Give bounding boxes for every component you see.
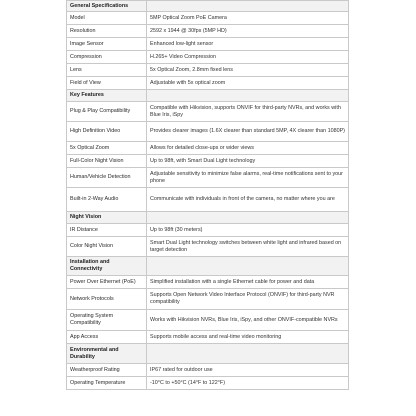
spec-row	[67, 331, 349, 344]
spec-label: Operating Temperature	[67, 377, 147, 390]
section-header-blank-cell	[147, 1, 349, 12]
section-header-row	[67, 344, 349, 364]
spec-row	[67, 38, 349, 51]
spec-row	[67, 224, 349, 237]
spec-value: H.265+ Video Compression	[147, 51, 349, 64]
section-header-blank-cell	[147, 90, 349, 102]
spec-value: Simplified installation with a single Ethernet cable for power and data	[147, 276, 349, 289]
spec-value: Enhanced low-light sensor	[147, 38, 349, 51]
spec-row	[67, 289, 349, 310]
spec-value: -10°C to +50°C (14°F to 122°F)	[147, 377, 349, 390]
spec-label: Network Protocols	[67, 289, 147, 310]
spec-value: 2592 x 1944 @ 30fps (5MP HD)	[147, 25, 349, 38]
spec-row	[67, 188, 349, 212]
spec-label: Weatherproof Rating	[67, 364, 147, 377]
spec-row	[67, 276, 349, 289]
spec-label: Built-in 2-Way Audio	[67, 188, 147, 212]
spec-row	[67, 168, 349, 188]
section-header: General Specifications	[67, 1, 147, 12]
spec-label: Model	[67, 12, 147, 25]
section-header: Night Vision	[67, 212, 147, 224]
spec-label: 5x Optical Zoom	[67, 142, 147, 155]
spec-label: Compression	[67, 51, 147, 64]
spec-label: Lens	[67, 64, 147, 77]
spec-value: Allows for detailed close-ups or wider views	[147, 142, 349, 155]
section-header-row	[67, 212, 349, 224]
spec-row	[67, 64, 349, 77]
spec-label: IR Distance	[67, 224, 147, 237]
spec-label: App Access	[67, 331, 147, 344]
spec-value: Compatible with Hikvision, supports ONVIF for third-party NVRs, and works with Blue Iris, iSpy	[147, 102, 349, 122]
spec-value: IP67 rated for outdoor use	[147, 364, 349, 377]
spec-label: Resolution	[67, 25, 147, 38]
spec-row	[67, 237, 349, 257]
spec-value: Provides clearer images (1.6X clearer than standard 5MP, 4X clearer than 1080P)	[147, 122, 349, 142]
spec-label: Field of View	[67, 77, 147, 90]
spec-table-body	[67, 1, 349, 390]
spec-label: Operating System Compatibility	[67, 310, 147, 331]
spec-row	[67, 364, 349, 377]
spec-row	[67, 310, 349, 331]
section-header-blank-cell	[147, 212, 349, 224]
spec-value: Works with Hikvision NVRs, Blue Iris, iSpy, and other ONVIF-compatible NVRs	[147, 310, 349, 331]
section-header: Installation and Connectivity	[67, 257, 147, 276]
section-header-row	[67, 1, 349, 12]
spec-value: Up to 98ft (30 meters)	[147, 224, 349, 237]
spec-row	[67, 155, 349, 168]
section-header-blank-cell	[147, 257, 349, 276]
spec-row	[67, 25, 349, 38]
spec-value: Communicate with individuals in front of the camera, no matter where you are	[147, 188, 349, 212]
spec-label: Human/Vehicle Detection	[67, 168, 147, 188]
specifications-table	[66, 0, 349, 390]
spec-table-container	[66, 0, 350, 416]
spec-row	[67, 122, 349, 142]
spec-label: Full-Color Night Vision	[67, 155, 147, 168]
section-header: Environmental and Durability	[67, 344, 147, 364]
section-header: Key Features	[67, 90, 147, 102]
spec-row	[67, 377, 349, 390]
spec-value: Up to 98ft, with Smart Dual Light technology	[147, 155, 349, 168]
spec-label: Image Sensor	[67, 38, 147, 51]
spec-row	[67, 12, 349, 25]
section-header-row	[67, 257, 349, 276]
spec-label: Color Night Vision	[67, 237, 147, 257]
spec-value: Supports mobile access and real-time video monitoring	[147, 331, 349, 344]
spec-value: 5x Optical Zoom, 2.8mm fixed lens	[147, 64, 349, 77]
spec-value: 5MP Optical Zoom PoE Camera	[147, 12, 349, 25]
section-header-row	[67, 90, 349, 102]
spec-value: Smart Dual Light technology switches between white light and infrared based on target detection	[147, 237, 349, 257]
spec-row	[67, 77, 349, 90]
spec-value: Supports Open Network Video Interface Protocol (ONVIF) for third-party NVR compatibility	[147, 289, 349, 310]
spec-label: Plug & Play Compatibility	[67, 102, 147, 122]
spec-value: Adjustable sensitivity to minimize false alarms, real-time notifications sent to your phone	[147, 168, 349, 188]
spec-label: High Definition Video	[67, 122, 147, 142]
spec-row	[67, 142, 349, 155]
spec-value: Adjustable with 5x optical zoom	[147, 77, 349, 90]
section-header-blank-cell	[147, 344, 349, 364]
spec-row	[67, 51, 349, 64]
spec-row	[67, 102, 349, 122]
spec-label: Power Over Ethernet (PoE)	[67, 276, 147, 289]
